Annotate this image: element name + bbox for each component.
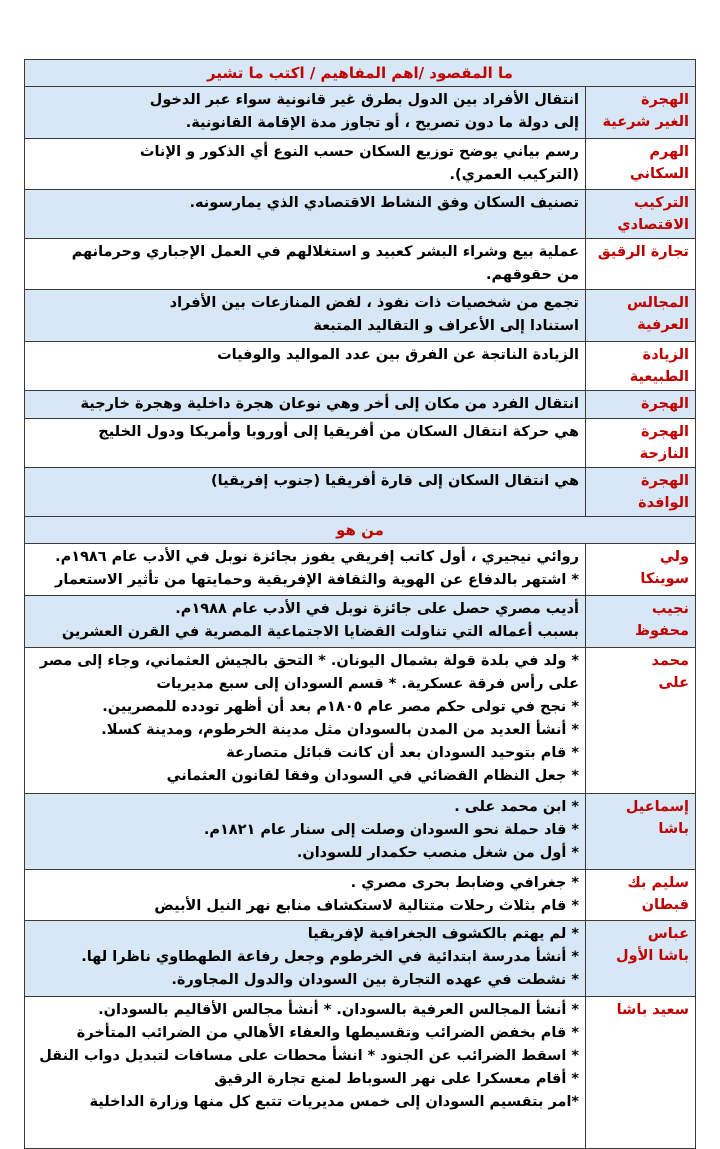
definition-cell [25, 419, 586, 468]
table-row [25, 391, 696, 419]
table-row [25, 596, 696, 648]
term-text: قبطان [641, 897, 689, 913]
definition-line: *امر بتقسيم السودان إلى خمس مديريات تتبع كل منها وزارة الداخلية [89, 1094, 579, 1110]
term-cell [586, 290, 696, 342]
table-row [25, 794, 696, 870]
definition-line: * نجح في تولى حكم مصر عام ١٨٠٥م بعد أن أظهر تودده للمصريين. [102, 699, 579, 715]
definition-cell [25, 391, 586, 419]
term-text: محمد [651, 653, 689, 669]
table-row [25, 648, 696, 794]
definition-line: روائي نيجيري ، أول كاتب إفريقي يفوز بجائزة نوبل في الأدب عام ١٩٨٦م. [55, 549, 579, 565]
term-cell [586, 190, 696, 239]
definition-line: هي انتقال السكان إلى قارة أفريقيا (جنوب إفريقيا) [211, 473, 579, 489]
table-row [25, 239, 696, 290]
term-text: الغير شرعية [602, 114, 689, 130]
definition-line: * ولد في بلدة قولة بشمال اليونان. * التحق بالجيش العثماني، وجاء إلى مصر [39, 653, 579, 669]
definition-line: * اشتهر بالدفاع عن الهوية والثقافة الإفريقية وحمايتها من تأثير الاستعمار [55, 572, 579, 588]
definition-line: (التركيب العمري). [449, 167, 579, 183]
definition-line: تجمع من شخصيات ذات نفوذ ، لفض المنازعات بين الأفراد [169, 295, 579, 311]
term-text: الزيادة الطبيعية [629, 347, 689, 385]
definition-cell [25, 239, 586, 290]
definition-line: تصنيف السكان وفق النشاط الاقتصادي الذي يمارسونه. [189, 195, 579, 211]
definition-line: الزيادة الناتجة عن الفرق بين عدد المواليد والوفيات [217, 347, 579, 363]
term-text: الهجرة [640, 92, 689, 108]
term-cell [586, 596, 696, 648]
term-text: الهجرة النازحة [639, 424, 689, 462]
table-row [25, 139, 696, 190]
concepts-table [24, 59, 696, 1149]
definition-line: * قاد حملة نحو السودان وصلت إلى سنار عام ١٨٢١م. [203, 822, 579, 838]
term-text: محفوظ [634, 623, 689, 639]
definition-line: من حقوقهم. [486, 267, 579, 283]
definition-line: * ابن محمد على . [454, 799, 579, 815]
definition-cell [25, 997, 586, 1149]
definition-line: بسبب أعماله التي تناولت القضايا الاجتماعية المصرية في القرن العشرين [61, 624, 579, 640]
definition-line: * قام بخفض الضرائب وتقسيطها والعفاء الأهالي من الضرائب المتأخرة [76, 1025, 579, 1041]
definition-line: * لم يهتم بالكشوف الجغرافية لإفريقيا [307, 926, 579, 942]
term-text: عباس [647, 926, 689, 942]
definition-line: * جعل النظام القضائي في السودان وفقا لقانون العثماني [166, 768, 579, 784]
term-text: تجارة الرقيق [597, 244, 689, 260]
definition-cell [25, 596, 586, 648]
term-cell [586, 419, 696, 468]
table-row [25, 419, 696, 468]
term-text: إسماعيل [625, 799, 689, 815]
definition-cell [25, 921, 586, 997]
term-cell [586, 870, 696, 921]
section-heading: من هو [25, 517, 696, 544]
section1-heading-row [25, 60, 696, 87]
term-text: ولي [659, 549, 689, 565]
table-row [25, 190, 696, 239]
definition-line: إلى دولة ما دون تصريح ، أو تجاوز مدة الإقامة القانونية. [185, 115, 579, 131]
definition-cell [25, 290, 586, 342]
definition-line: هي حركة انتقال السكان من أفريقيا إلى أوروبا وأمريكا ودول الخليج [98, 424, 579, 440]
term-text: الهجرة الوافدة [638, 473, 689, 511]
term-cell [586, 921, 696, 997]
definition-line: انتقال الفرد من مكان إلى أخر وهي نوعان هجرة داخلية وهجرة خارجية [80, 396, 579, 412]
section-heading: ما المقصود /اهم المفاهيم / اكتب ما تشير [25, 60, 696, 87]
term-cell [586, 997, 696, 1149]
definition-line: عملية بيع وشراء البشر كعبيد و استغلالهم في العمل الإجباري وحرمانهم [71, 244, 579, 260]
definition-line: * أنشأ العديد من المدن بالسودان مثل مدينة الخرطوم، ومدينة كسلا. [101, 722, 579, 738]
definition-line: رسم بياني يوضح توزيع السكان حسب النوع أي الذكور و الإناث [139, 144, 579, 160]
definition-line: على رأس فرقة عسكرية. * قسم السودان إلى سبع مديريات [156, 676, 579, 692]
definition-line: * قام بثلاث رحلات متتالية لاستكشاف منابع نهر النيل الأبيض [154, 898, 579, 914]
definition-line: * نشطت في عهده التجارة بين السودان والدول المجاورة. [171, 972, 579, 988]
table-row [25, 468, 696, 517]
definition-line: * أنشأ مدرسة ابتدائية في الخرطوم وجعل رفاعة الطهطاوي ناظرا لها. [81, 949, 579, 965]
definition-line: أديب مصري حصل على جائزة نوبل في الأدب عام ١٩٨٨م. [175, 601, 579, 617]
definition-line: * اسقط الضرائب عن الجنود * انشأ محطات على مسافات لتبديل دواب النقل [39, 1048, 579, 1064]
definition-line: * جغرافي وضابط بحرى مصري . [350, 875, 579, 891]
definition-cell [25, 544, 586, 596]
definition-line: * أنشأ المجالس العرفية بالسودان. * أنشأ مجالس الأقاليم بالسودان. [98, 1002, 579, 1018]
term-cell [586, 87, 696, 139]
definition-cell [25, 190, 586, 239]
table-row [25, 870, 696, 921]
section2-heading-row [25, 517, 696, 544]
term-text: الهرم السكاني [629, 144, 689, 182]
definition-line: * قام بتوحيد السودان بعد أن كانت قبائل متصارعة [226, 745, 579, 761]
term-text: الهجرة [640, 396, 689, 412]
term-cell [586, 391, 696, 419]
table-row [25, 290, 696, 342]
term-text: التركيب الاقتصادي [617, 195, 689, 233]
term-text: سوينكا [640, 571, 689, 587]
term-text: المجالس العرفية [627, 295, 689, 333]
definition-line: * أول من شغل منصب حكمدار للسودان. [296, 845, 579, 861]
term-cell [586, 648, 696, 794]
definition-line: * أقام معسكرا على نهر السوباط لمنع تجارة الرقيق [214, 1071, 579, 1087]
definition-line: استنادا إلى الأعراف و التقاليد المتبعة [313, 318, 579, 334]
definition-cell [25, 468, 586, 517]
definition-cell [25, 794, 586, 870]
table-row [25, 342, 696, 391]
term-cell [586, 139, 696, 190]
term-cell [586, 239, 696, 290]
term-text: نجيب [651, 601, 689, 617]
term-cell [586, 544, 696, 596]
term-text: باشا الأول [615, 948, 689, 964]
definition-cell [25, 870, 586, 921]
term-text: سعيد باشا [616, 1002, 689, 1018]
table-row [25, 997, 696, 1149]
definition-cell [25, 648, 586, 794]
table-row [25, 921, 696, 997]
term-cell [586, 794, 696, 870]
term-cell [586, 342, 696, 391]
term-text: سليم بك [627, 875, 689, 891]
table-row [25, 87, 696, 139]
term-text: على [658, 675, 689, 691]
term-cell [586, 468, 696, 517]
term-text: باشا [658, 821, 689, 837]
definition-cell [25, 87, 586, 139]
table-row [25, 544, 696, 596]
definition-cell [25, 139, 586, 190]
definition-cell [25, 342, 586, 391]
definition-line: انتقال الأفراد بين الدول بطرق غير قانونية سواء عبر الدخول [149, 92, 579, 108]
